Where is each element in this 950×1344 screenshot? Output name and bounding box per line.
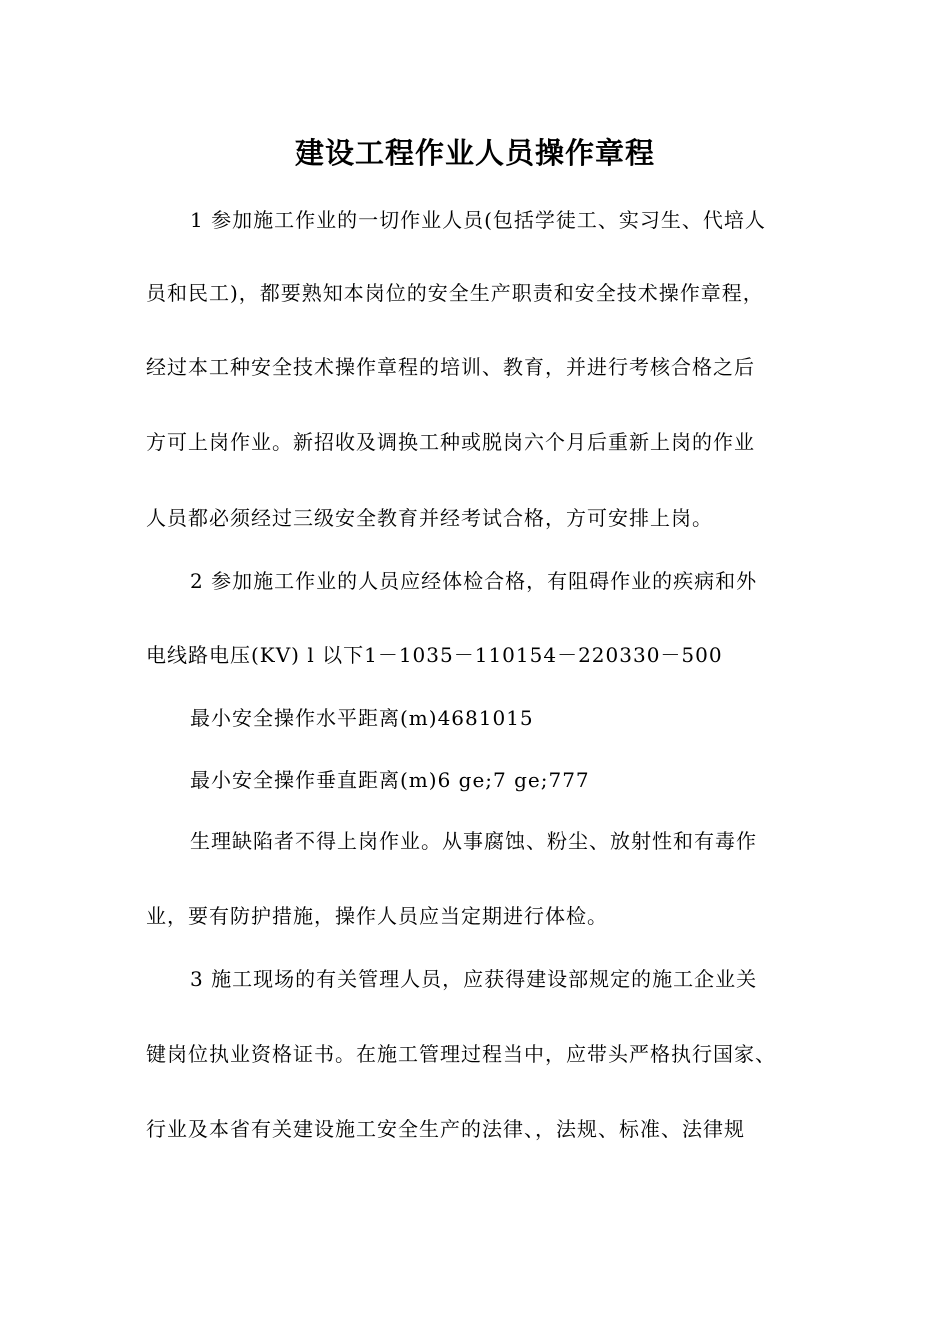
document-title: 建设工程作业人员操作章程: [294, 136, 655, 170]
text-line-10: 生理缺陷者不得上岗作业。从事腐蚀、粉尘、放射性和有毒作: [190, 829, 757, 853]
text-line-4: 方可上岗作业。新招收及调换工种或脱岗六个月后重新上岗的作业: [146, 430, 755, 454]
text-line-5: 人员都必须经过三级安全教育并经考试合格，方可安排上岗。: [146, 506, 713, 530]
text-line-1: 1 参加施工作业的一切作业人员(包括学徒工、实习生、代培人: [190, 208, 766, 232]
text-line-3: 经过本工种安全技术操作章程的培训、教育，并进行考核合格之后: [146, 355, 755, 379]
text-line-13: 键岗位执业资格证书。在施工管理过程当中，应带头严格执行国家、: [146, 1042, 776, 1066]
text-line-9: 最小安全操作垂直距离(m)6 ge;7 ge;777: [190, 768, 590, 792]
text-line-8: 最小安全操作水平距离(m)4681015: [190, 706, 534, 730]
text-line-6: 2 参加施工作业的人员应经体检合格，有阻碍作业的疾病和外: [190, 569, 758, 593]
text-line-12: 3 施工现场的有关管理人员，应获得建设部规定的施工企业关: [190, 967, 758, 991]
text-line-2: 员和民工)，都要熟知本岗位的安全生产职责和安全技术操作章程，: [146, 281, 764, 305]
text-line-14: 行业及本省有关建设施工安全生产的法律、，法规、标准、法律规: [146, 1117, 745, 1141]
text-line-7: 电线路电压(KV) l 以下1－1035－110154－220330－500: [146, 643, 723, 667]
text-line-11: 业，要有防护措施，操作人员应当定期进行体检。: [146, 904, 608, 928]
